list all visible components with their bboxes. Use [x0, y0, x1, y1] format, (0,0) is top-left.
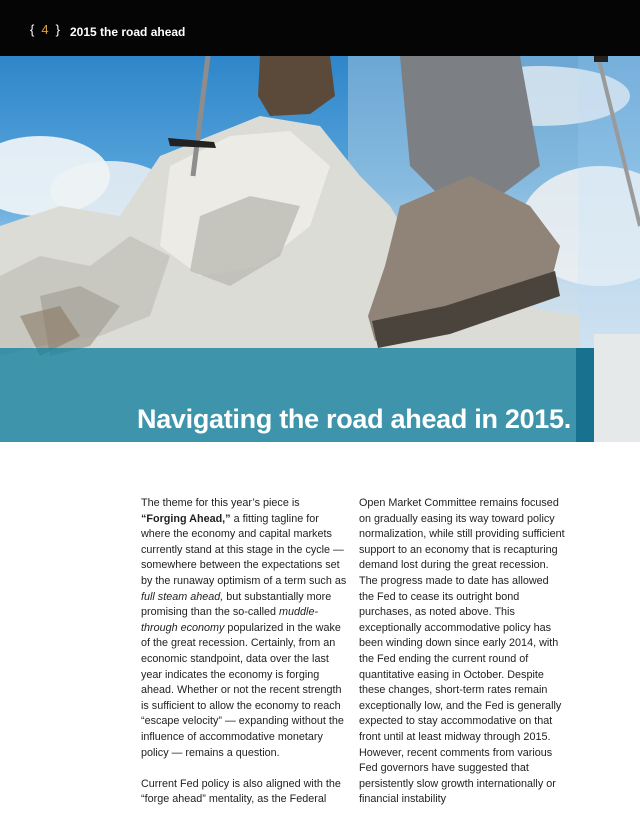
page-number-value: 4	[41, 22, 50, 37]
page-number	[30, 22, 61, 37]
article-paragraph: Current Fed policy is also aligned with the “forge ahead” mentality, as the Federal	[141, 777, 341, 806]
text-run: but substantially more promising than the so-called	[141, 590, 332, 619]
text-run: popularized in the wake of the great recession. Certainly, from an economic standpoint, data over the last year indicates the economy is forging ahead. Whether or not the recent strength is sufficient to allow the economy to reach “escape velocity” — expanding without the influence of accommodative monetary policy — remains a question.	[141, 621, 344, 759]
brace-close: }	[55, 22, 61, 37]
header-bar	[0, 0, 640, 56]
emphasis-italic: muddle-through economy	[141, 606, 319, 634]
emphasis-bold: “Forging Ahead,”	[141, 512, 231, 525]
text-run: The theme for this year’s piece is	[141, 497, 300, 509]
emphasis-italic: full steam ahead,	[141, 590, 224, 603]
article-column-left	[141, 496, 347, 823]
brace-open: {	[30, 22, 36, 37]
article-column-right	[359, 496, 565, 823]
text-run: a fitting tagline for where the economy and capital markets currently stand at this stage in the cycle — somewhere between the expectations set by the runaway optimism of a term such as	[141, 512, 347, 587]
article-paragraph: Open Market Committee remains focused on gradually easing its way toward policy normalization, while still providing sufficient support to an economy that is recapturing demand lost during the great recession. The progress made to date has allowed the Fed to cease its outright bond purchases, as noted above. This exceptionally accommodative policy has been winding down since early 2014, with the Fed ending the current round of quantitative easing in October. Despite these changes, short-term rates remain exceptionally low, and the Fed is generally expected to stay accommodative on that front until at least midway through 2015. However, recent comments from various Fed governors have suggested that persistently slow growth internationally or financial instability	[359, 497, 565, 806]
section-title: 2015 the road ahead	[70, 25, 186, 39]
headline-band-right-photo	[594, 334, 640, 442]
article-paragraph	[141, 496, 347, 761]
headline-band-edge	[576, 348, 594, 442]
page-headline: Navigating the road ahead in 2015.	[137, 404, 571, 434]
